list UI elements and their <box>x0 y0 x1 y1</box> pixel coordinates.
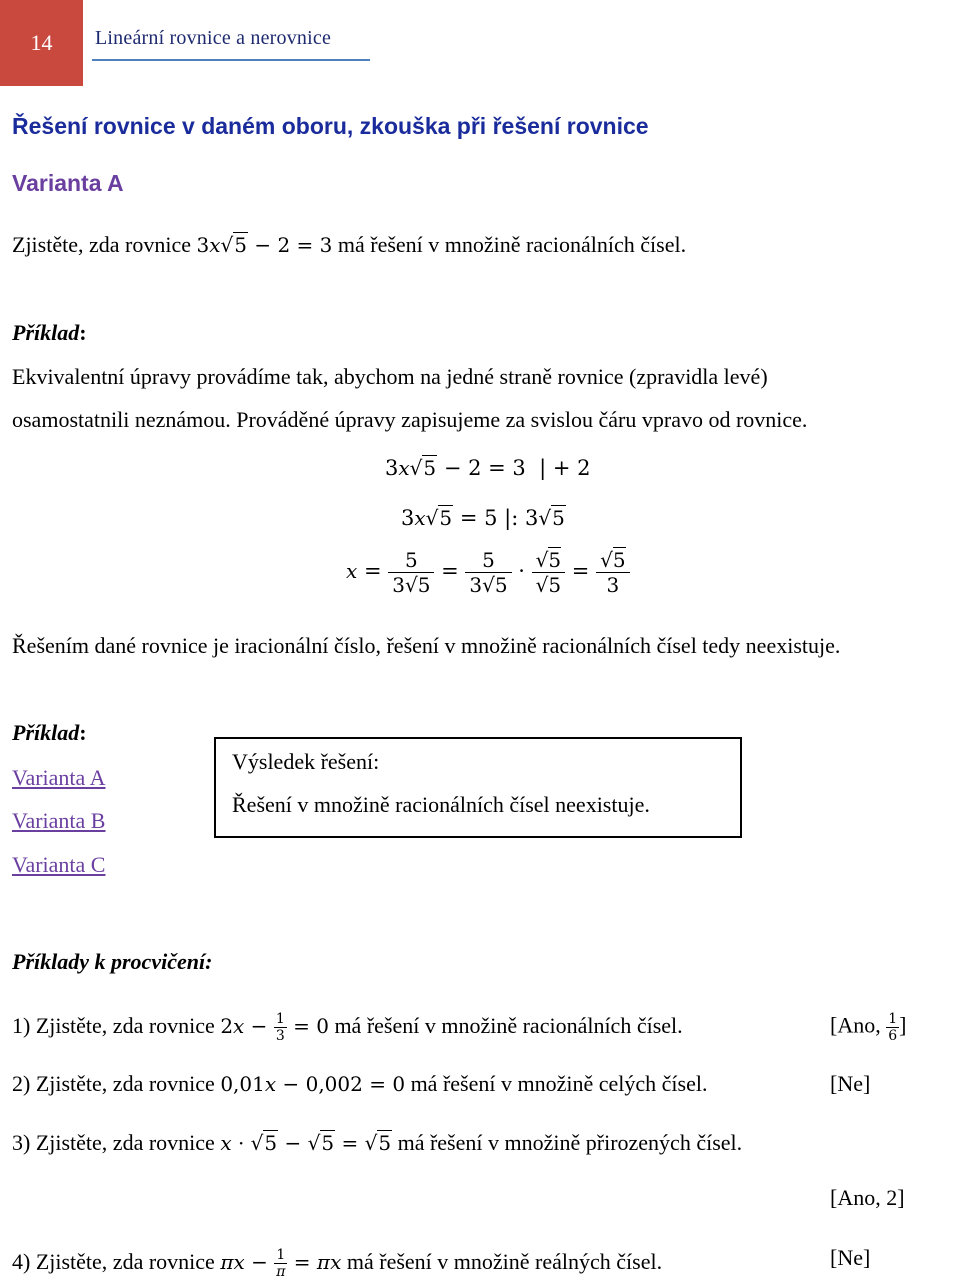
practice-answer-3: [Ano, 2] <box>830 1185 905 1210</box>
header-title: Lineární rovnice a nerovnice <box>95 27 332 49</box>
section-title: Řešení rovnice v daném oboru, zkouška při řešení rovnice <box>12 113 649 139</box>
result-title: Výsledek řešení: <box>232 749 380 774</box>
equation-step-1: 3x√5 − 2 = 3 | + 2 <box>385 456 591 480</box>
example-line-1: Ekvivalentní úpravy provádíme tak, abychom na jedné straně rovnice (zpravidla levé) <box>12 364 768 389</box>
task-sentence <box>12 234 686 256</box>
practice-item-1: 1) Zjistěte, zda rovnice 2x − $\frac{1}{3}$ = 0 má řešení v množině racionálních čísel. <box>12 1011 683 1044</box>
task-text-before: Zjistěte, zda rovnice <box>12 232 197 257</box>
equation-step-3: x = $\frac{5}{3√5}$ = $\frac{5}{3√5}$ · $\frac{√5}{√5}$ = $\frac{√5}{3}$ <box>346 548 630 597</box>
page-number: 14 <box>0 0 83 86</box>
example2-label: Příklad: <box>12 720 87 745</box>
practice-title: Příklady k procvičení: <box>12 949 213 974</box>
equation-step-2: 3x√5 = 5 |: 3√5 <box>401 506 565 530</box>
result-text: Řešení v množině racionálních čísel neexistuje. <box>232 792 650 817</box>
example-label: Příklad: <box>12 320 87 345</box>
link-varianta-b[interactable]: Varianta B <box>12 808 106 833</box>
practice-item-2: 2) Zjistěte, zda rovnice 0,01x − 0,002 = 0 má řešení v množině celých čísel. <box>12 1071 708 1096</box>
example-conclusion: Řešením dané rovnice je iracionální číslo, řešení v množině racionálních čísel tedy neexistuje. <box>12 633 841 658</box>
example-line-2: osamostatnili neznámou. Prováděné úpravy zapisujeme za svislou čáru vpravo od rovnice. <box>12 407 808 432</box>
practice-answer-1: [Ano, $\frac{1}{6}$ ] <box>830 1011 907 1044</box>
link-varianta-c[interactable]: Varianta C <box>12 852 106 877</box>
practice-answer-2: [Ne] <box>830 1071 871 1096</box>
practice-item-4: 4) Zjistěte, zda rovnice πx − $\frac{1}{\pi}$ = πx má řešení v množině reálných čísel. <box>12 1247 663 1280</box>
task-text-after: má řešení v množině racionálních čísel. <box>332 232 687 257</box>
variant-title: Varianta A <box>12 170 124 196</box>
header-rule <box>92 59 370 61</box>
practice-item-3: 3) Zjistěte, zda rovnice x · √5 − √5 = √5 má řešení v množině přirozených čísel. <box>12 1130 743 1155</box>
result-box <box>214 737 742 838</box>
task-equation: 3x√5 − 2 = 3 <box>196 233 333 257</box>
header-divider <box>83 0 86 86</box>
link-varianta-a[interactable]: Varianta A <box>12 765 106 790</box>
practice-answer-4: [Ne] <box>830 1245 871 1270</box>
